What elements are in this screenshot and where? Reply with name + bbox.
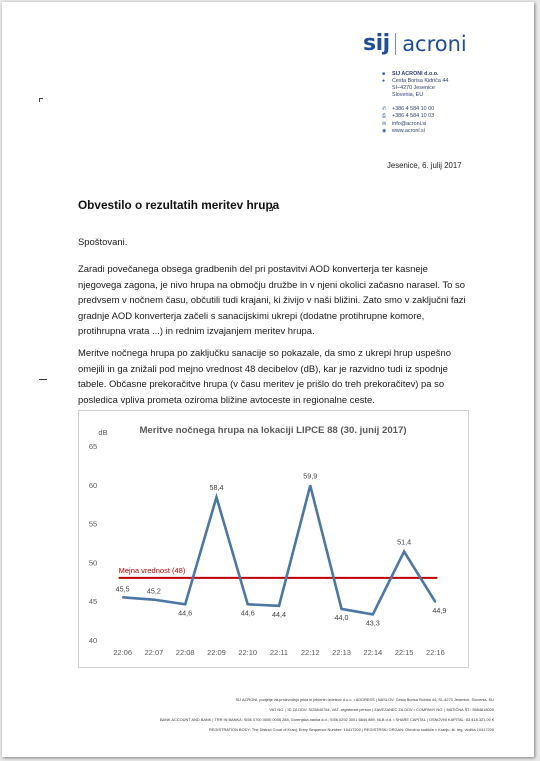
data-label: 59,9 (303, 471, 318, 481)
location-pin-icon: ● (382, 78, 386, 85)
data-label: 44,4 (272, 609, 286, 619)
y-tick-label: 40 (88, 636, 98, 645)
data-label: 44,0 (334, 612, 349, 622)
data-point (184, 604, 186, 606)
document-title: Obvestilo o rezultatih meritev hrupa (78, 198, 280, 212)
address-country: Slovenia, EU (392, 92, 424, 99)
y-tick-label: 55 (88, 519, 98, 529)
data-label: 58,4 (209, 483, 224, 493)
data-point (435, 601, 437, 603)
x-tick-label: 22:15 (394, 648, 414, 657)
x-tick-label: 22:09 (207, 648, 226, 657)
data-point (372, 614, 374, 616)
crop-mark-top-left (39, 98, 43, 102)
fax-icon: ⎙ (382, 113, 387, 120)
data-label: 44,9 (432, 605, 447, 615)
x-tick-label: 22:06 (113, 648, 133, 657)
crop-mark-title (269, 207, 273, 211)
data-point (309, 485, 311, 487)
company-name: SIJ ACRONI d.o.o. (392, 71, 439, 77)
data-label: 51,4 (397, 537, 412, 547)
document-date: Jesenice, 6. julij 2017 (387, 161, 462, 170)
x-tick-label: 22:14 (363, 648, 383, 657)
footer-line-4: REGISTRATION BODY: The District Court of Kranj, Entry Sequence Number: 10417200 | REGISTRSKI ORGAN: Okrožno sodišče v Kranju, št. reg. vložka 10417200 (209, 727, 494, 732)
greeting: Spoštovani. (78, 237, 128, 248)
chart-svg (79, 411, 468, 667)
data-point (122, 597, 124, 599)
email-icon: ✉ (382, 120, 387, 127)
address-line-2: SI–4270 Jesenice (392, 85, 435, 92)
data-point (216, 496, 218, 498)
paragraph-2: Meritve nočnega hrupa po zaključku sanacije so pokazale, da smo z ukrepi hrup uspešno omejili in ga znižali pod mejno vrednost 48 decibelov (dB), kar je razvidno tudi iz spodnje tabele. Občasne prekoračitve hrupa (v času meritev je prišlo do treh prekoračitev) pa so posledica vpliva prometa oziroma bližine avtoceste in regionalne ceste. (78, 348, 451, 406)
x-tick-label: 22:12 (300, 648, 320, 657)
x-tick-label: 22:10 (238, 648, 258, 657)
footer-line-1: SIJ ACRONI, podjetje za proizvodnjo jekla in jeklenih izdelkov d.o.o. • ADDRESS | NASLOV: Cesta Borisa Kidriča 44, SI–4270 Jesenice, Slovenia, EU (235, 697, 494, 702)
y-tick-label: 65 (88, 442, 98, 451)
data-point (247, 604, 249, 606)
data-point (153, 599, 155, 601)
web-icon: ◉ (382, 127, 387, 134)
data-point (403, 551, 405, 553)
data-label: 45,2 (146, 586, 161, 596)
logo-acroni-text: acroni (402, 31, 467, 56)
data-label: 45,5 (115, 584, 130, 594)
phone-number: +386 4 584 10 00 (392, 106, 435, 113)
footer-line-2: VAT NO. | ID ZA DDV: SI25840754, VAT–registered person | ZAVEZANEC ZA DDV • COMPANY NO. | MATIČNA ŠT.: 5684818000 (269, 707, 494, 712)
document-page (2, 2, 534, 757)
x-tick-label: 22:16 (425, 648, 445, 657)
logo-divider (395, 33, 397, 55)
x-tick-label: 22:08 (175, 648, 195, 657)
website: www.acroni.si (392, 127, 425, 134)
limit-label: Mejna vrednost (48) (118, 565, 186, 575)
contact-block (382, 71, 449, 135)
footer-line-3: BANK ACCOUNT AND BANK | TRR IN BANKA: SI56 0700 0000 0005 288, Gorenjska banka d.d.; SI56 0292 3001 6844 889, NLB d.d. • SHARE CAPITAL | OSNOVNI KAPITAL: 83.418.321,00 € (159, 717, 494, 722)
y-axis-label: dB (98, 428, 108, 437)
data-label: 44,6 (240, 608, 255, 618)
x-tick-label: 22:13 (332, 648, 351, 657)
fax-number: +386 4 584 10 03 (392, 113, 435, 120)
margin-mark (39, 379, 47, 380)
data-label: 43,3 (365, 618, 380, 628)
company-logo (363, 31, 467, 56)
data-label: 44,6 (178, 608, 193, 618)
paragraph-1: Zaradi povečanega obsega gradbenih del pri postavitvi AOD konverterja ter kasneje njegovega zagona, je nivo hrupa na območju družbe in v njeni okolici začasno narasel. To so predvsem v nočnem času, občutili tudi krajani, ki živijo v naši bližini. Zato smo v zaključni fazi gradnje AOD konverterja začeli s sanacijskimi ukrepi (dodatne protihrupne komore, protihrupna vrata ...) in rednim izvajanjem meritev hrupa. (78, 264, 466, 338)
x-tick-label: 22:11 (269, 648, 289, 657)
data-point (341, 608, 343, 610)
logo-sij-text: sij (363, 31, 390, 56)
data-point (278, 605, 280, 607)
email-address: info@acroni.si (392, 120, 427, 127)
y-tick-label: 50 (88, 558, 98, 568)
x-tick-label: 22:07 (144, 648, 164, 657)
phone-icon: ✆ (382, 106, 387, 113)
y-tick-label: 45 (88, 597, 98, 607)
chart-title: Meritve nočnega hrupa na lokaciji LIPCE 88 (30. junij 2017) (139, 425, 407, 436)
y-tick-label: 60 (88, 480, 98, 490)
address-line-1: Cesta Borisa Kidriča 44 (392, 78, 449, 85)
building-icon: ■ (382, 71, 386, 77)
noise-chart (78, 410, 469, 668)
